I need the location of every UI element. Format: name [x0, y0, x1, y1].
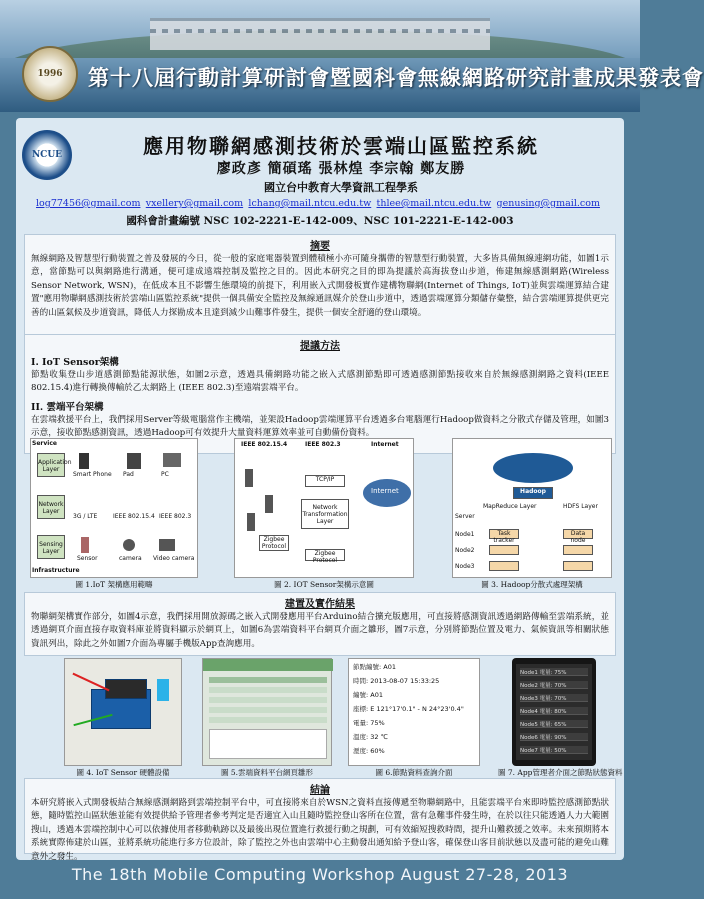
fig1-item-label: Sensor [77, 555, 98, 562]
fig1-item-label: camera [119, 555, 142, 562]
smartphone-icon [79, 453, 89, 469]
conclusion-heading: 結論 [310, 785, 330, 796]
footer: The 18th Mobile Computing Workshop August 27-28, 2013 [71, 865, 569, 884]
node-query-value: A01 [383, 663, 396, 671]
university-logo [22, 130, 72, 180]
email-link[interactable]: lchang@mail.ntcu.edu.tw [248, 198, 372, 209]
node-query-row [353, 690, 383, 699]
node-query-value: A01 [370, 691, 383, 699]
abstract-text: 無線網路及智慧型行動裝置之普及發展的今日，從一般的家庭電器裝置到體積極小亦可隨身攜帶的智慧型行動裝置，大多皆具備無線連網功能，如圖1示意，當節點可以與網路進行溝通，便可達成遠端控制及監控之目的。因此本研究之目的即為提議於高海拔登山步道，佈建無線感測網路(Wireless Sensor Network, WSN)，在低成本且不影響生態環境的前提下，利用嵌入式開發板實作建構物聯網(Internet of Things, IoT)並與雲端運算結合建置"應用物聯網感測技術於雲端山區監控系統"提供一個具備安全監控及無線通訊媒介於登山步道中，透過雲端運算分類儲存彙整，結合雲端運算提供更完善的山區氣候及步道資訊，降低人力探勘成本且達到減少山難事件發生，提供一個安全舒適的登山環境。 [31, 254, 609, 318]
figure-6-caption: 圖 6.節點資料查詢介面 [375, 768, 453, 777]
banner [0, 0, 704, 112]
node-query-label: 時間: [353, 677, 369, 685]
figure-2-caption: 圖 2. IOT Sensor架構示意圖 [274, 580, 374, 589]
workshop-logo [22, 46, 78, 102]
fig3-label: Data node [563, 529, 593, 539]
banner-building [150, 18, 490, 50]
fig2-label: Network Transformation Layer [301, 499, 349, 529]
web-header-bar [203, 659, 333, 671]
fig2-label: IEEE 802.3 [305, 441, 341, 448]
node-query-interface [348, 658, 480, 766]
iot-architecture-diagram [30, 438, 198, 578]
expansion-board-icon [105, 679, 147, 699]
node-query-value: E 121°17'0.1" - N 24°23'0.4" [370, 705, 464, 713]
hadoop-diagram [452, 438, 612, 578]
node-query-row [353, 704, 464, 713]
poster-header [16, 118, 624, 227]
app-screen [516, 664, 592, 760]
node-query-label: 溼度: [353, 747, 369, 755]
figure-7-caption: 圖 7. App管理者介面之節點狀態資料 [498, 768, 623, 777]
iot-sensor-subheading: I. IoT Sensor架構 [31, 357, 119, 368]
cloud-web-interface-screenshot [202, 658, 332, 766]
app-node-text: Node2 電量: 70% [520, 683, 567, 689]
conclusion-section [24, 778, 616, 862]
app-node-text: Node6 電量: 90% [520, 735, 567, 741]
email-link[interactable]: genusing@gmail.com [496, 198, 600, 209]
email-link[interactable]: thlee@mail.ntcu.edu.tw [376, 198, 492, 209]
app-node-row[interactable] [520, 720, 588, 728]
task-tracker-box [489, 561, 519, 571]
web-table-row [209, 717, 327, 723]
sensor-module-icon [157, 679, 169, 701]
sensor-node-icon [265, 495, 273, 513]
poster-title: 應用物聯網感測技術於雲端山區監控系統 [143, 134, 539, 158]
fig1-item-label: Pad [123, 471, 134, 478]
fig2-label: TCP/IP [305, 475, 345, 487]
fig3-label: MapReduce Layer [483, 503, 537, 510]
results-section [24, 592, 616, 656]
data-node-box [563, 561, 593, 571]
data-node-box [563, 545, 593, 555]
node-query-row [353, 676, 439, 685]
fig2-label: Zigbee Protocol [305, 549, 345, 561]
node-query-row [353, 718, 385, 727]
fig3-label: Server [455, 513, 475, 520]
node-query-label: 溫度: [353, 733, 369, 741]
fig3-label: Node3 [455, 563, 475, 570]
authors: 廖政彥 簡碩瑤 張林煌 李宗翰 鄭友勝 [216, 161, 466, 177]
email-list [16, 198, 624, 209]
fig1-item-label: 3G / LTE [73, 513, 98, 520]
figure-2 [234, 438, 414, 588]
abstract-section [24, 234, 616, 340]
fig3-label: HDFS Layer [563, 503, 598, 510]
app-node-text: Node4 電量: 80% [520, 709, 567, 715]
web-table-row [209, 707, 327, 713]
fig1-item-label: Video camera [153, 555, 195, 562]
fig1-layer-label: Network Layer [37, 495, 65, 519]
app-node-row[interactable] [520, 746, 588, 754]
iot-sensor-diagram [234, 438, 414, 578]
results-heading: 建置及實作結果 [285, 599, 355, 610]
web-table-row [209, 697, 327, 703]
fig3-label: Node1 [455, 531, 475, 538]
method-heading: 提議方法 [300, 341, 340, 352]
abstract-heading: 摘要 [310, 241, 330, 252]
fig3-label: Node2 [455, 547, 475, 554]
node-query-row [353, 732, 388, 741]
node-query-label: 座標: [353, 705, 369, 713]
conclusion-text: 本研究將嵌入式開發板結合無線感測網路到雲端控制平台中，可直接將來自於WSN之資料直接傳遞至物聯網路中，且能雲端平台來即時監控感測節點狀態，隨時監控山區狀態並能有效提供給予管理者參考判定是否適宜入山且隨時監控登山客所在位置，當有急難事件發生時，在於以往只能透過人力大範圍搜山，透過本雲端控制中心可以依據使用者移動軌跡以及最後出現位置進行救援行動之規劃，可有效縮短搜救時間，提升山難救援之效率。未來預期將本系統實際佈建於山區，並將系統功能進行多方位設計，除了監控之外也由雲端中心主動發出通知給予登山客，確保登山客目前狀態以及盡可能的避免山難意外之發生。 [31, 798, 609, 862]
app-node-row[interactable] [520, 694, 588, 702]
fig1-item-label: PC [161, 471, 169, 478]
node-query-label: 編號: [353, 691, 369, 699]
poster-card [16, 118, 624, 860]
tablet-icon [127, 453, 141, 469]
cloud-icon [493, 453, 573, 483]
fig2-label: Zigbee Protocol [259, 535, 289, 551]
iot-sensor-text: 節點收集登山步道感測節點能源狀態，如圖2示意，透過具備網路功能之嵌入式感測節點即可透過感測節點接收來自於無線感測網路之資料(IEEE 802.15.4)進行轉換傳輸於乙太網路上 (IEEE 802.3)至遠端雲端平台。 [31, 370, 609, 394]
fig1-layer-label: Application Layer [37, 453, 65, 477]
figure-6 [348, 658, 480, 778]
university-logo-text: NCUE [31, 150, 63, 160]
figure-1-caption: 圖 1.IoT 架構應用範疇 [75, 580, 153, 589]
figure-7 [498, 658, 623, 778]
figure-5-caption: 圖 5.雲端資料平台網頁雛形 [220, 768, 314, 777]
fig2-label: Internet [371, 441, 399, 448]
sensor-node-icon [245, 469, 253, 487]
banner-title: 第十八屆行動計算研討會暨國科會無線網路研究計畫成果發表會 [88, 66, 704, 90]
pc-icon [163, 453, 181, 467]
node-query-row [353, 662, 396, 671]
app-node-text: Node5 電量: 65% [520, 722, 567, 728]
app-node-row[interactable] [520, 707, 588, 715]
node-query-row [353, 746, 385, 755]
fig3-label: Hadoop [513, 487, 553, 499]
camera-icon [123, 539, 135, 551]
institution: 國立台中教育大學資訊工程學系 [264, 181, 418, 194]
fig1-layer-label: Infrastructure [32, 567, 80, 574]
node-query-label: 節點編號: [353, 663, 382, 671]
node-query-label: 電量: [353, 719, 369, 727]
figure-5 [202, 658, 332, 778]
fig3-label: Task tracker [489, 529, 519, 539]
grant-number: 國科會計畫編號 NSC 102-2221-E-142-009、NSC 101-2221-E-142-003 [126, 215, 514, 227]
fig1-item-label: IEEE 802.3 [159, 513, 192, 520]
web-content-panel [209, 729, 327, 759]
node-query-value: 75% [370, 719, 385, 727]
app-node-text: Node3 電量: 70% [520, 696, 567, 702]
video-camera-icon [159, 539, 175, 551]
email-link[interactable]: log77456@gmail.com [36, 198, 141, 209]
workshop-logo-text: 1996 [37, 69, 63, 79]
node-query-value: 60% [370, 747, 385, 755]
sensor-node-icon [247, 513, 255, 531]
sensor-icon [81, 537, 89, 553]
figure-3-caption: 圖 3. Hadoop分散式處理架構 [481, 580, 583, 589]
figure-4 [64, 658, 182, 778]
figures-row-1 [24, 436, 616, 592]
fig1-layer-label: Service [32, 440, 57, 447]
fig1-layer-label: Sensing Layer [37, 535, 65, 559]
fig1-item-label: IEEE 802.15.4 [113, 513, 155, 520]
fig2-label: Internet [371, 487, 399, 495]
figure-4-caption: 圖 4. IoT Sensor 硬體設備 [76, 768, 170, 777]
app-node-text: Node1 電量: 75% [520, 670, 567, 676]
app-node-row[interactable] [520, 681, 588, 689]
app-node-row[interactable] [520, 668, 588, 676]
task-tracker-box [489, 545, 519, 555]
email-link[interactable]: vxellery@gmail.com [145, 198, 244, 209]
iot-sensor-hardware-photo [64, 658, 182, 766]
fig1-item-label: Smart Phone [73, 471, 112, 478]
cloud-text: 在雲端救援平台上，我們採用Server等級電腦當作主機端，並架設Hadoop雲端運算平台透過多台電腦運行Hadoop做資料之分散式存儲及管理，如圖3示意，接收節點感測資訊，透過Hadoop可有效提升大量資料運算效率並可自動備份資料。 [31, 414, 609, 439]
phone-app-screenshot [512, 658, 596, 766]
fig2-label: IEEE 802.15.4 [241, 441, 288, 448]
app-node-text: Node7 電量: 50% [520, 748, 567, 754]
web-table-row [209, 687, 327, 693]
results-text: 物聯網架構實作部分，如圖4示意，我們採用開放源碼之嵌入式開發應用平台Arduino結合擴充版應用，可直接將感測資訊透過網路傳輸至雲端系統，並透過網頁介面直接存取資料庫並將資料顯示於網頁上，如圖6為雲端資料平台網頁介面之雛形，圖7示意，分別將節點位置及電力、氣候資訊等相關狀態資訊列出，除此之外如圖7介面為專屬手機版App查詢應用。 [31, 612, 609, 649]
node-query-value: 2013-08-07 15:33:25 [370, 677, 440, 685]
figures-row-2 [24, 656, 623, 780]
figure-1 [30, 438, 198, 588]
cloud-subheading: II. 雲端平台架構 [31, 401, 104, 413]
figure-3 [452, 438, 612, 588]
app-node-row[interactable] [520, 733, 588, 741]
node-query-value: 32 ℃ [370, 733, 388, 741]
web-table-row [209, 677, 327, 683]
